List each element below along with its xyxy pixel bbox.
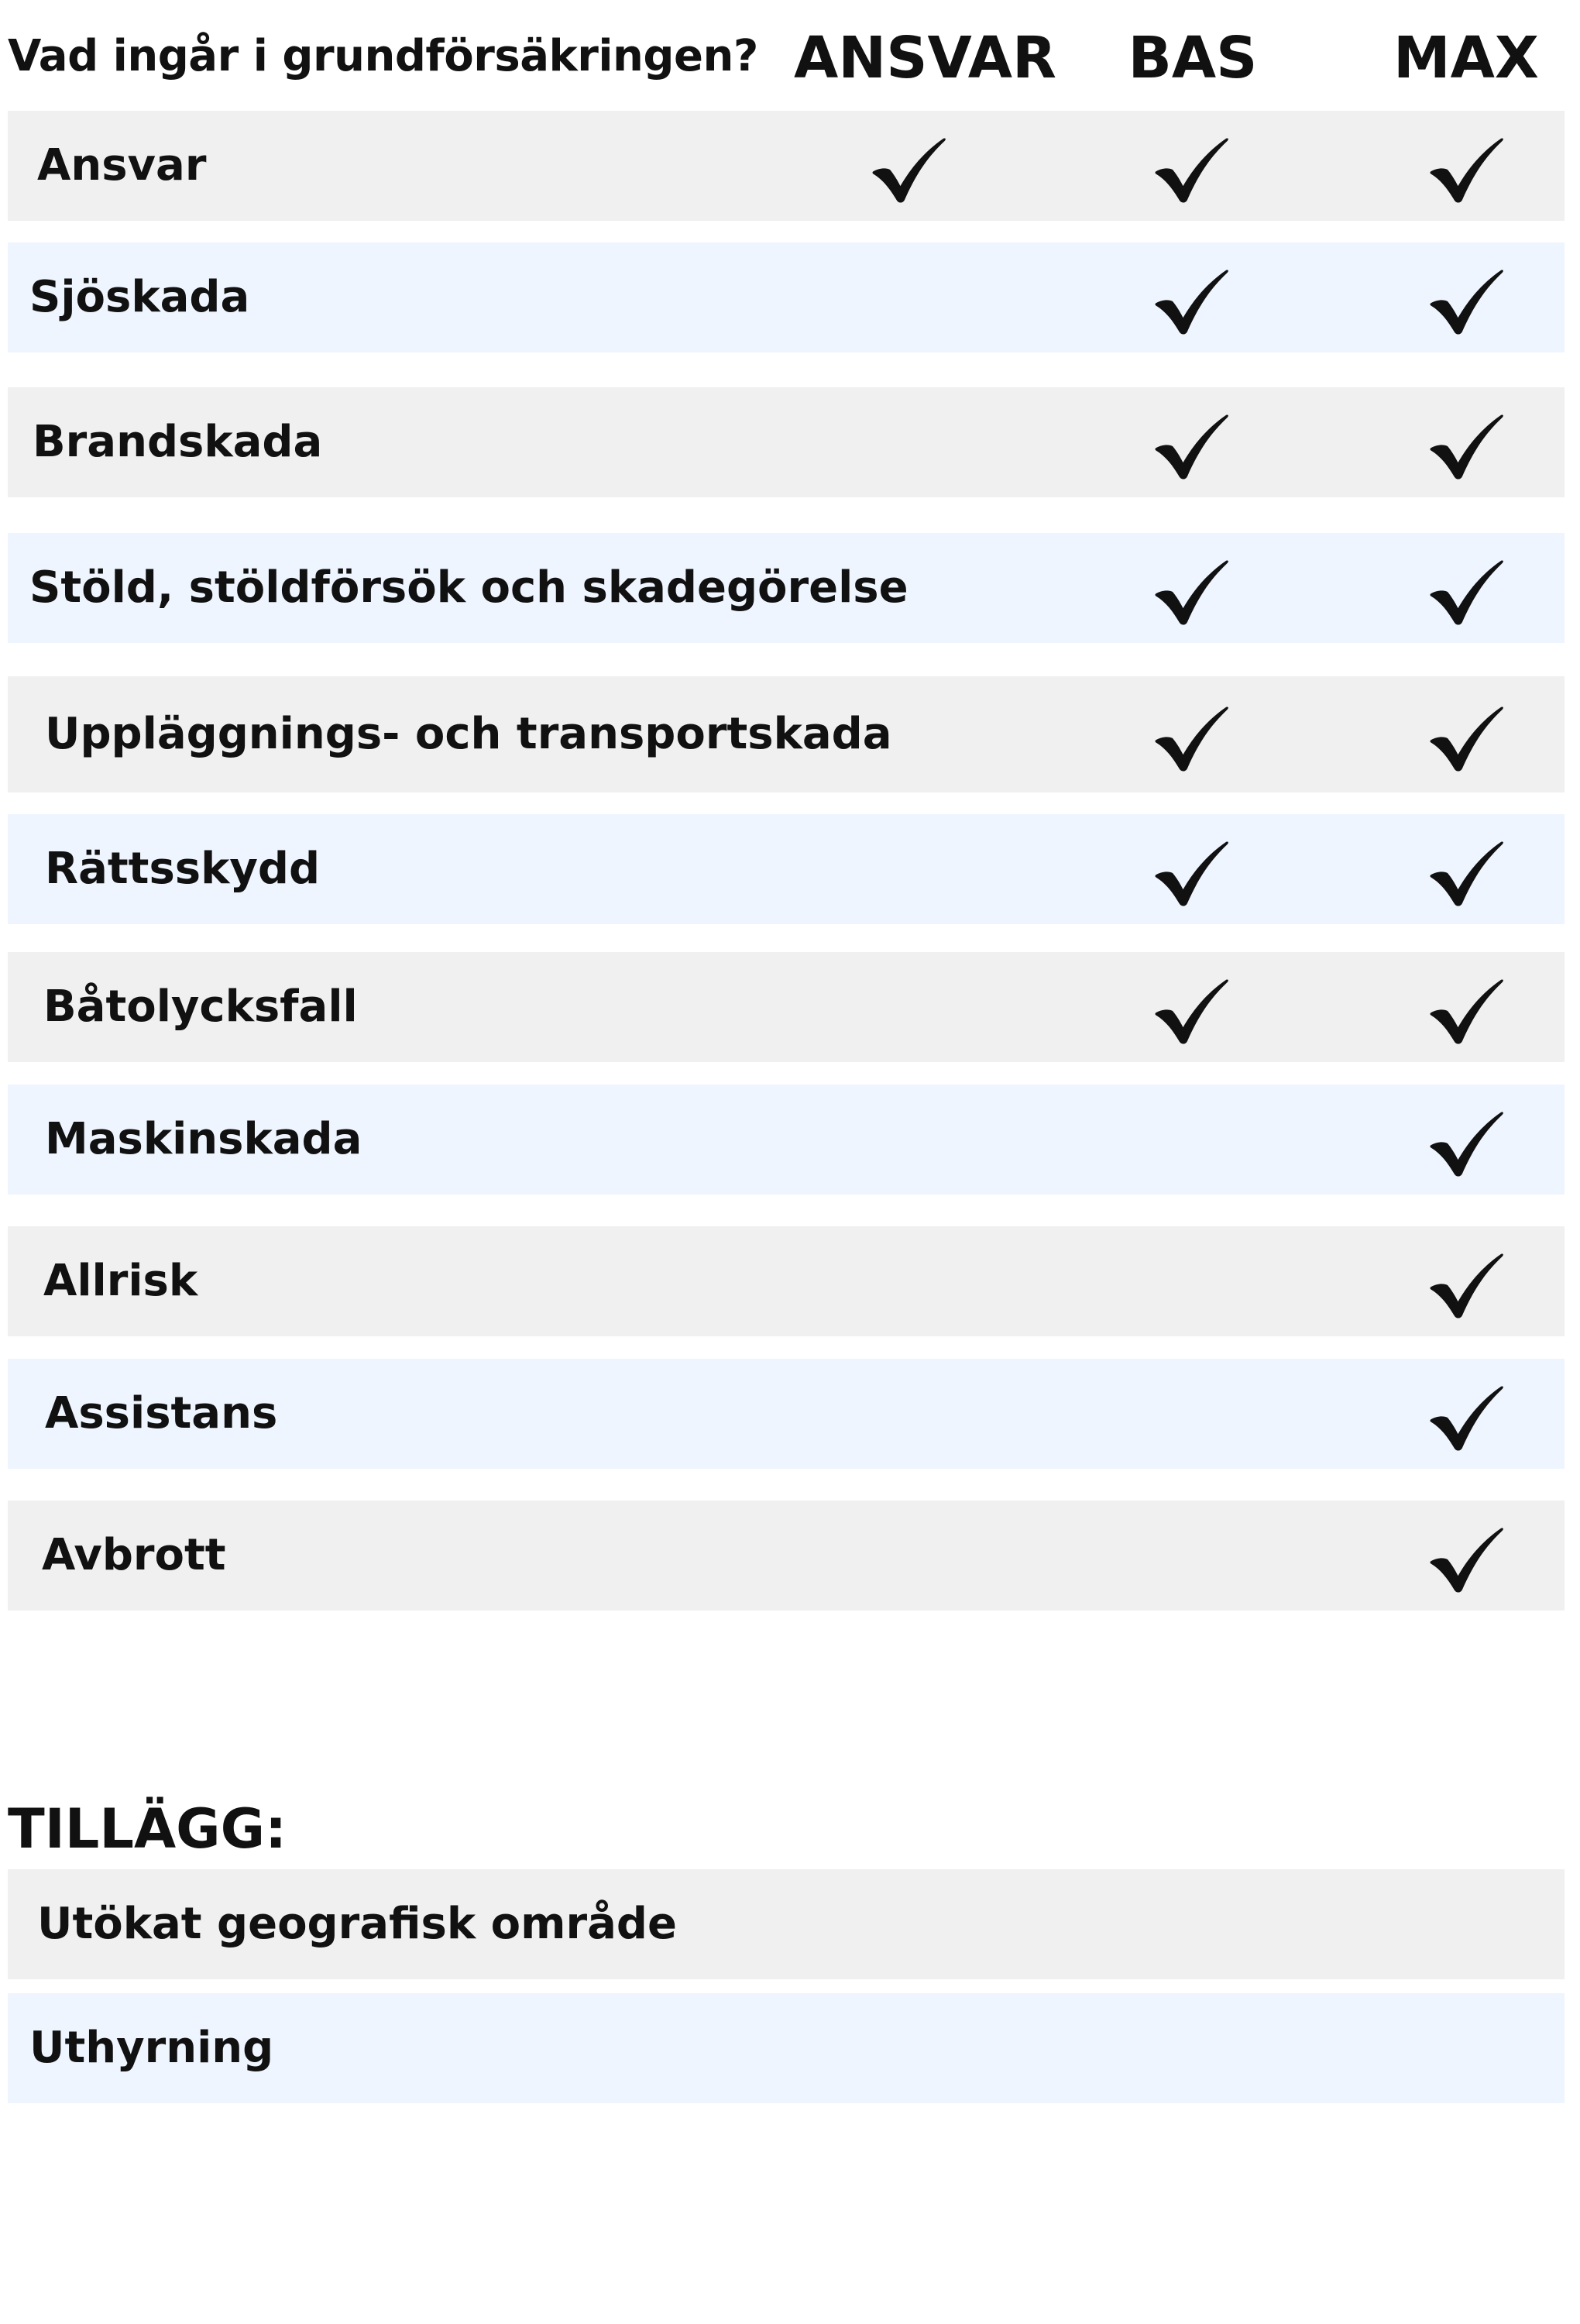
coverage-row-assistans (8, 1359, 1565, 1469)
coverage-label: Stöld, stöldförsök och skadegörelse (29, 562, 908, 613)
checkmark-icon (1430, 978, 1504, 1046)
coverage-question: Vad ingår i grundförsäkringen? (8, 31, 758, 81)
coverage-row-sjoskada (8, 242, 1565, 352)
coverage-label: Ansvar (37, 140, 207, 191)
table-header (0, 0, 1580, 108)
addon-label: Utökat geografisk område (37, 1899, 677, 1949)
coverage-row-batolycksfall (8, 952, 1565, 1062)
checkmark-icon (1430, 268, 1504, 336)
addon-label: Uthyrning (29, 2023, 274, 2073)
checkmark-icon (872, 136, 946, 205)
coverage-row-brandskada (8, 387, 1565, 497)
checkmark-icon (1430, 1526, 1504, 1594)
checkmark-icon (1155, 268, 1229, 336)
addon-row-geografisk (8, 1869, 1565, 1979)
column-max: MAX (1393, 25, 1539, 91)
checkmark-icon (1430, 840, 1504, 908)
checkmark-icon (1430, 136, 1504, 205)
checkmark-icon (1430, 1384, 1504, 1452)
column-bas: BAS (1128, 25, 1258, 91)
addon-row-uthyrning (8, 1993, 1565, 2103)
coverage-label: Uppläggnings- och transportskada (45, 709, 892, 759)
coverage-row-upplaggning (8, 676, 1565, 792)
coverage-row-rattsskydd (8, 814, 1565, 924)
checkmark-icon (1430, 1252, 1504, 1320)
checkmark-icon (1155, 978, 1229, 1046)
checkmark-icon (1155, 840, 1229, 908)
coverage-label: Båtolycksfall (43, 982, 358, 1032)
coverage-label: Allrisk (43, 1256, 198, 1306)
coverage-row-ansvar (8, 111, 1565, 221)
coverage-row-avbrott (8, 1501, 1565, 1611)
coverage-label: Maskinskada (45, 1114, 362, 1164)
checkmark-icon (1430, 705, 1504, 773)
coverage-label: Rättsskydd (45, 844, 321, 894)
checkmark-icon (1155, 559, 1229, 627)
coverage-row-stold (8, 533, 1565, 643)
coverage-row-maskinskada (8, 1085, 1565, 1195)
checkmark-icon (1155, 136, 1229, 205)
checkmark-icon (1155, 413, 1229, 481)
checkmark-icon (1430, 1110, 1504, 1178)
addons-title: TILLÄGG: (8, 1797, 287, 1861)
coverage-label: Brandskada (33, 417, 323, 467)
checkmark-icon (1430, 413, 1504, 481)
coverage-label: Sjöskada (29, 272, 250, 322)
coverage-label: Avbrott (42, 1530, 226, 1580)
checkmark-icon (1430, 559, 1504, 627)
coverage-row-allrisk (8, 1226, 1565, 1336)
coverage-label: Assistans (45, 1388, 278, 1439)
column-ansvar: ANSVAR (794, 25, 1056, 91)
checkmark-icon (1155, 705, 1229, 773)
